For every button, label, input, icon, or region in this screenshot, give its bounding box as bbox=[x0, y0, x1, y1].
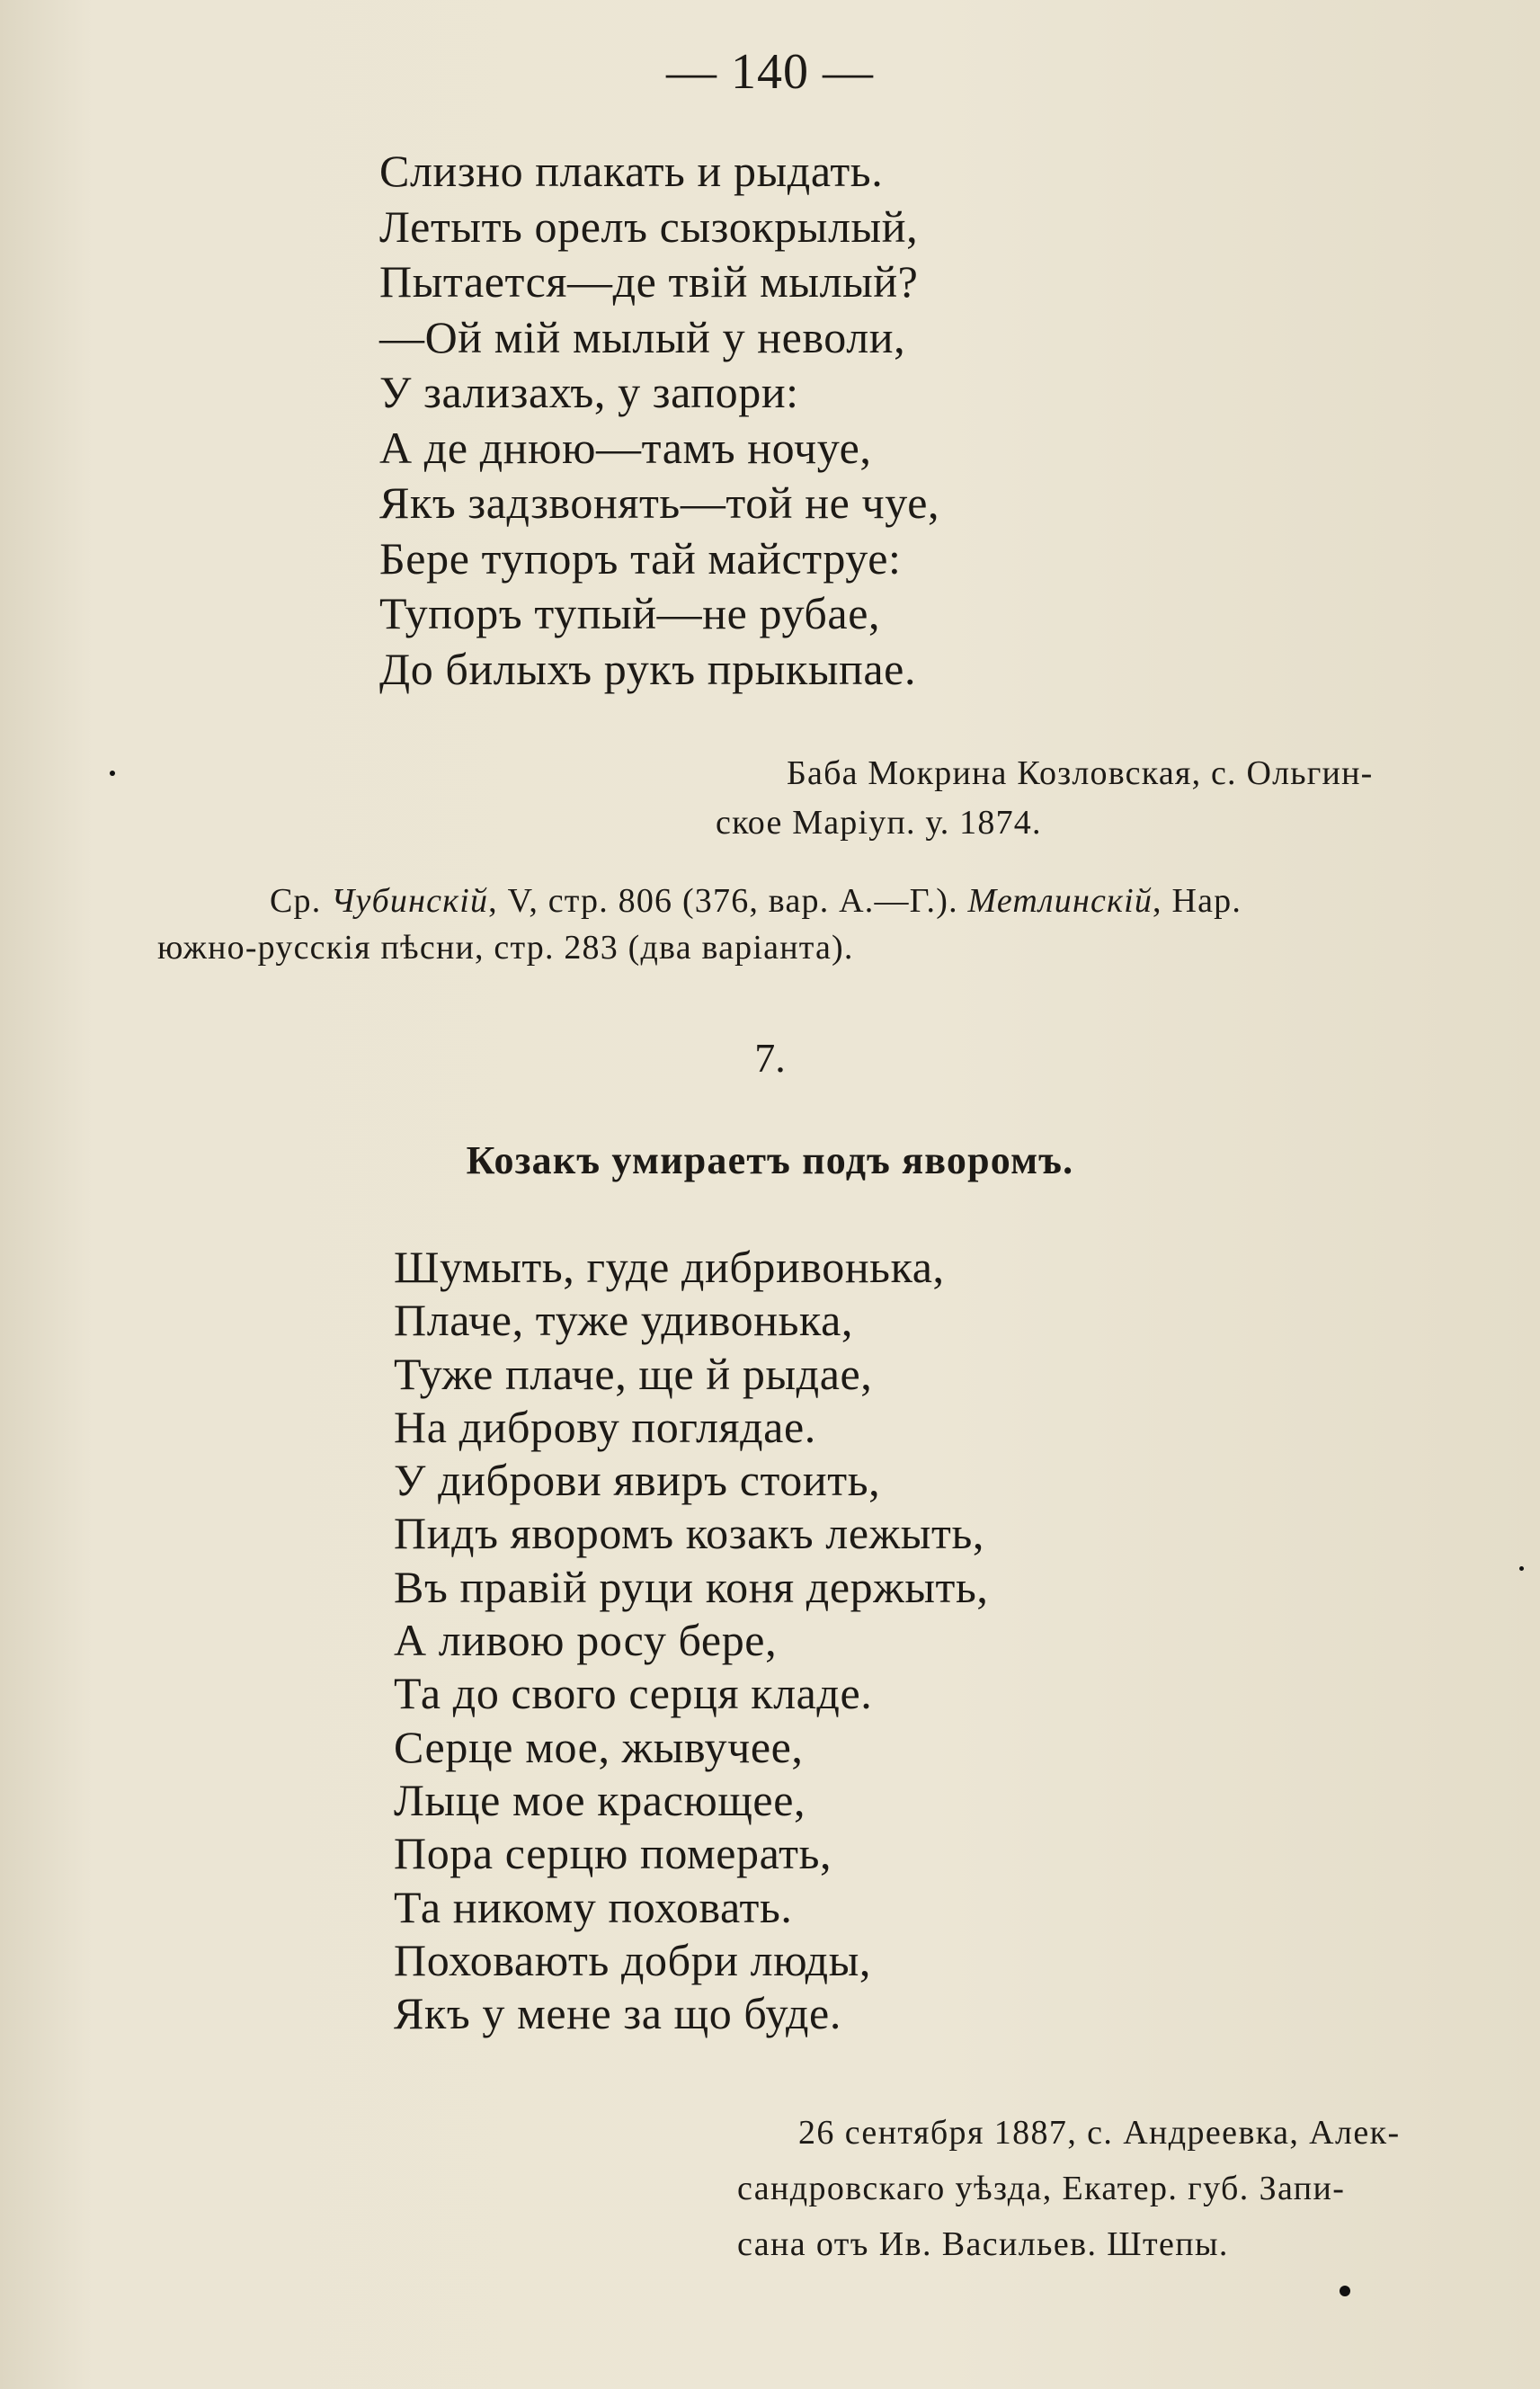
reference-text: , V, стр. 806 (376, вар. А.—Г.). bbox=[488, 882, 958, 920]
verse-line: —Ой мій мылый у неволи, bbox=[379, 311, 906, 362]
verse-line: Туже плаче, ще й рыдае, bbox=[394, 1348, 873, 1399]
song-number: 7. bbox=[754, 1035, 786, 1081]
attribution-line: 26 сентября 1887, с. Андреевка, Алек- bbox=[798, 2114, 1401, 2152]
verse-line: Якъ у мене за що буде. bbox=[394, 1988, 841, 2039]
attribution-line: сандровскаго уѣзда, Екатер. губ. Запи- bbox=[737, 2170, 1346, 2207]
verse-line: На диброву поглядае. bbox=[394, 1401, 816, 1452]
ink-speck bbox=[1519, 1566, 1524, 1571]
verse-line: Пора серцю померать, bbox=[394, 1828, 832, 1879]
verse-line: Серце мое, жывучее, bbox=[394, 1721, 804, 1772]
verse-line: Та никому поховать. bbox=[394, 1881, 793, 1932]
verse-line: До билыхъ рукъ прыкыпае. bbox=[379, 643, 917, 694]
verse-line: У зализахъ, у запори: bbox=[379, 367, 799, 417]
verse-line: Пытается—де твій мылый? bbox=[379, 256, 919, 307]
verse-line: Въ правій руци коня держыть, bbox=[394, 1561, 989, 1612]
verse-line: Шумыть, гуде дибривонька, bbox=[394, 1242, 945, 1292]
verse-line: А ливою росу бере, bbox=[394, 1615, 778, 1666]
poem-song-7 bbox=[394, 1241, 989, 2040]
reference-cf: Ср. bbox=[270, 882, 322, 920]
poem-continued bbox=[379, 144, 939, 697]
reference-line bbox=[270, 881, 1242, 921]
attribution-line: сана отъ Ив. Васильев. Штепы. bbox=[737, 2225, 1229, 2263]
verse-line: Лыце мое красющее, bbox=[394, 1774, 806, 1825]
song-title: Козакъ умираетъ подъ яворомъ. bbox=[466, 1138, 1074, 1182]
reference-author: Метлинскій bbox=[967, 882, 1153, 920]
page-number: — 140 — bbox=[666, 44, 874, 100]
attribution-line: Баба Мокрина Козловская, с. Ольгин- bbox=[787, 754, 1374, 792]
verse-line: Летыть орелъ сызокрылый, bbox=[379, 201, 919, 252]
verse-line: Пидъ яворомъ козакъ лежыть, bbox=[394, 1508, 984, 1559]
ink-speck bbox=[1340, 2286, 1350, 2296]
verse-line: Плаче, туже удивонька, bbox=[394, 1295, 854, 1346]
ink-speck bbox=[110, 771, 115, 776]
verse-line: Тупоръ тупый—не рубае, bbox=[379, 588, 881, 638]
reference-text: , Нар. bbox=[1153, 882, 1242, 920]
verse-line: Бере тупоръ тай майструе: bbox=[379, 532, 902, 584]
attribution-line: ское Маріуп. у. 1874. bbox=[716, 804, 1042, 842]
verse-line: Поховають добри люды, bbox=[394, 1934, 871, 1985]
verse-line: А де днюю—тамъ ночуе, bbox=[379, 422, 872, 473]
reference-author: Чубинскій bbox=[331, 882, 489, 920]
verse-line: Та до свого серця кладе. bbox=[394, 1668, 873, 1719]
reference-line: южно-русскія пѣсни, стр. 283 (два варіанта). bbox=[157, 929, 854, 967]
verse-line: У диброви явиръ стоить, bbox=[394, 1455, 881, 1506]
verse-line: Слизно плакать и рыдать. bbox=[379, 146, 884, 196]
verse-line: Якъ задзвонять—той не чуе, bbox=[379, 477, 940, 528]
